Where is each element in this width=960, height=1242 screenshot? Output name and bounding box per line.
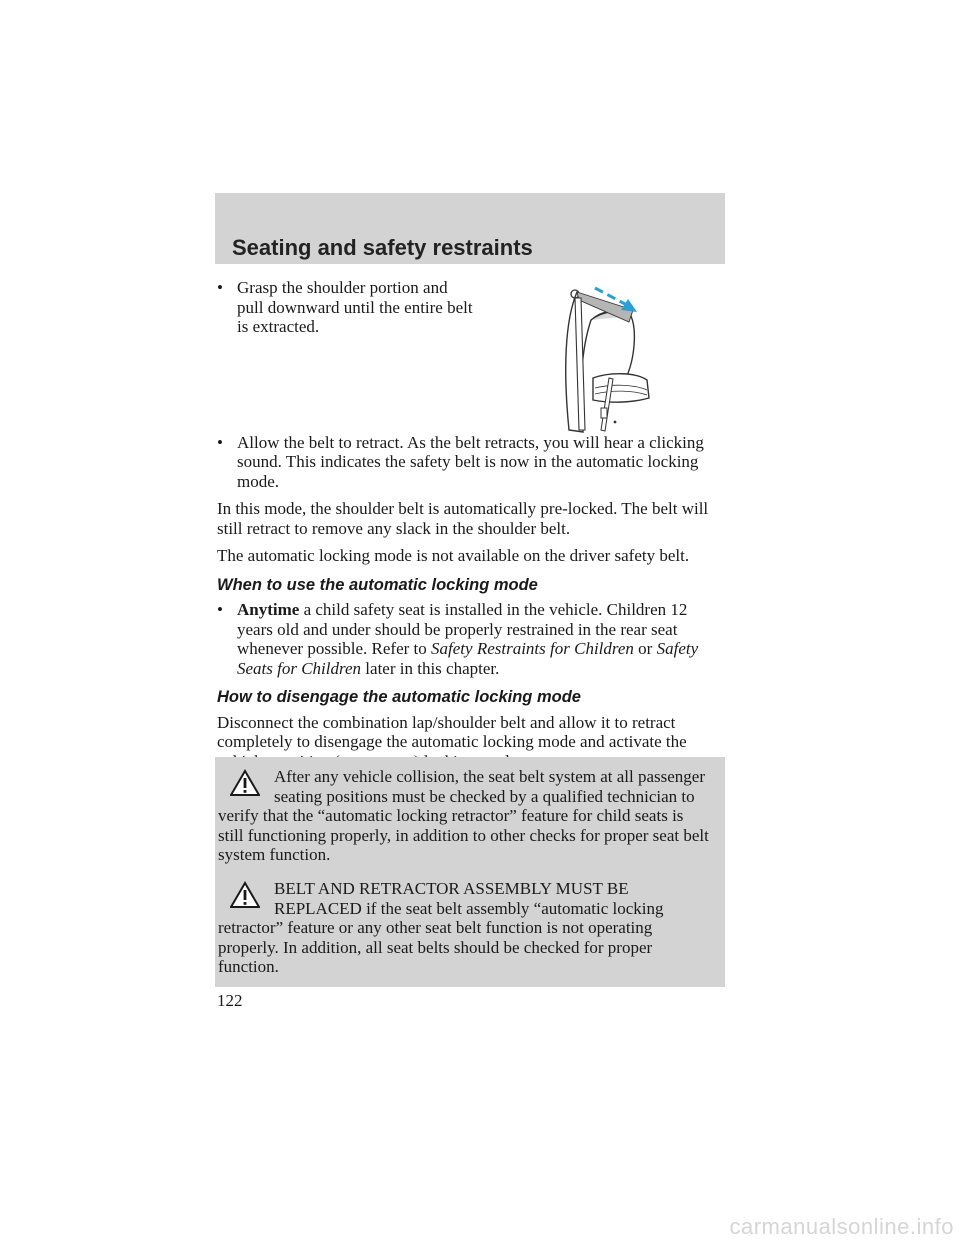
paragraph: Disconnect the combination lap/shoulder belt and allow it to retract completely to disengage the automatic locking mode and activate the xyxy=(217,712,687,751)
cross-reference: Safety Seats for Children xyxy=(237,639,699,678)
bullet-text: Grasp the shoulder portion and pull downward until the entire belt is extracted. xyxy=(237,278,473,336)
watermark: carmanualsonline.info xyxy=(729,1214,954,1239)
bullet-glyph: • xyxy=(217,432,223,452)
section-title: Seating and safety restraints xyxy=(232,235,533,260)
page-body xyxy=(217,278,727,771)
section-header-band xyxy=(215,193,725,264)
bullet-glyph: • xyxy=(217,278,223,297)
emphasis-text: Anytime xyxy=(237,600,300,619)
list-item xyxy=(217,278,477,337)
warning-icon xyxy=(230,881,260,909)
page-number: 122 xyxy=(217,991,243,1010)
list-item xyxy=(217,433,727,492)
warning-box xyxy=(215,869,725,987)
list-item xyxy=(217,600,727,678)
warning-icon xyxy=(230,769,260,797)
warning-text: After any vehicle collision, the seat belt system at all passenger seating positions must be checked by a qualified technician to verify that the “automatic locking retractor” feature for child seats is still functioning properly, in addition to other checks for proper seat belt system function. xyxy=(218,767,709,864)
warning-box xyxy=(215,757,725,875)
bullet-text: or xyxy=(633,639,657,658)
bullet-text: Allow the belt to retract. As the belt retracts, you will hear a clicking sound. This indicates the safety belt is now in the automatic locking mode. xyxy=(237,432,704,491)
section-heading: When to use the automatic locking mode xyxy=(217,575,538,594)
bullet-text: a child safety seat is installed in the vehicle. Children 12 years old and under should be properly restrained in the rear seat whenever possible. Refer to xyxy=(237,600,688,658)
bullet-glyph: • xyxy=(217,600,223,619)
bullet-text: later in this chapter. xyxy=(361,658,500,678)
paragraph: The automatic locking mode is not available on the driver safety belt. xyxy=(217,546,690,565)
warning-text: BELT AND RETRACTOR ASSEMBLY MUST BE REPLACED if the seat belt assembly “automatic locking retractor” feature or any other seat belt function is not operating properly. In addition, all seat belts should be checked for proper function. xyxy=(218,879,664,976)
paragraph: In this mode, the shoulder belt is automatically pre-locked. The belt will still retract to remove any slack in the shoulder belt. xyxy=(217,499,709,538)
section-heading: How to disengage the automatic locking mode xyxy=(217,688,581,706)
cross-reference: Safety Restraints for Children xyxy=(431,639,634,658)
